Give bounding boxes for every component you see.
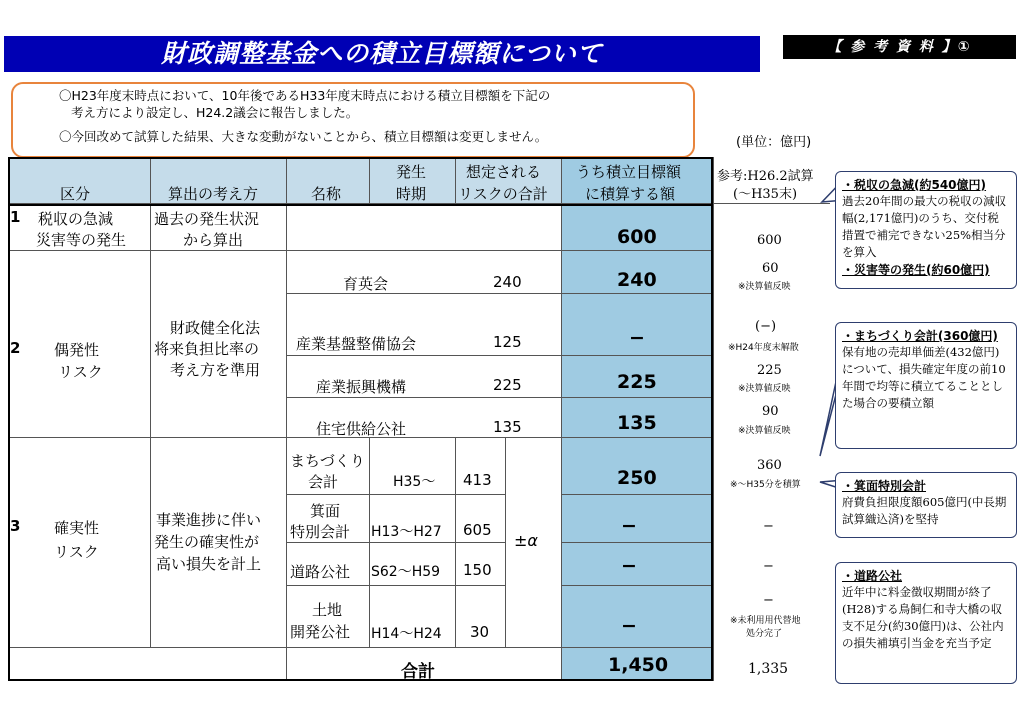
row3-approach-3: 高い損失を計上	[156, 555, 262, 573]
row2-item2-name: 産業基盤整備協会	[296, 335, 417, 353]
callout-machizukuri-head: ・まちづくり会計(360億円)	[842, 329, 998, 343]
header-period-1: 発生	[396, 163, 427, 181]
header-target-2: に積算する額	[585, 185, 676, 203]
header-target-1: うち積立目標額	[576, 163, 682, 181]
unit-label: (単位：億円)	[736, 135, 812, 150]
row3-item1-risk: 413	[463, 471, 492, 489]
callout-machizukuri	[835, 322, 1017, 449]
row2-item4-ref-note: ※決算値反映	[738, 426, 791, 436]
row3-item3-name-1: 道路公社	[290, 563, 351, 581]
row3-alpha: ±α	[514, 531, 538, 550]
row3-item1-target: 250	[617, 467, 657, 489]
note-line-2: 考え方により設定し、H24.2議会に報告しました。	[71, 105, 359, 120]
callout-minoh-body: 府費負担限度額605億円(中長期試算織込済)を堅持	[842, 495, 1007, 526]
row3-approach-2: 発生の確実性が	[154, 533, 260, 551]
row2-item4-risk: 135	[493, 418, 522, 436]
header-period-2: 時期	[396, 185, 427, 203]
row3-item1-ref: 360	[757, 458, 782, 473]
callout-minoh-head: ・箕面特別会計	[842, 479, 927, 493]
row2-approach-2: 将来負担比率の	[154, 340, 260, 358]
row2-category-2: リスク	[58, 363, 103, 381]
row2-item3-risk: 225	[493, 376, 522, 394]
callout-road-head: ・道路公社	[842, 569, 903, 583]
row2-item1-target: 240	[617, 269, 657, 291]
row1-category-1: 税収の急減	[38, 210, 114, 228]
note-box	[11, 82, 695, 158]
row3-item4-name-2: 開発公社	[290, 623, 351, 641]
header-category: 区分	[60, 185, 91, 203]
row3-item4-target: −	[621, 615, 637, 637]
row3-item1-period: H35〜	[393, 474, 436, 490]
note-line-3: 〇今回改めて試算した結果、大きな変動がないことから、積立目標額は変更しません。	[59, 129, 548, 144]
callout-tax-body: 過去20年間の最大の税収の減収幅(2,171億円)のうち、交付税措置で補完できない25%相当分を算入	[842, 194, 1007, 259]
row1-number: 1	[10, 208, 21, 226]
row3-item3-risk: 150	[463, 561, 492, 579]
header-ref-1: 参考:H26.2試算	[717, 169, 814, 184]
row3-item4-risk: 30	[470, 623, 490, 641]
row3-item1-ref-note: ※〜H35分を積算	[730, 480, 801, 490]
callout-road-body: 近年中に料金徴収期間が終了(H28)する鳥飼仁和寺大橋の収支不足分(約30億円)は、公社内の損失補填引当金を充当予定	[842, 585, 1004, 650]
callout-machizukuri-body: 保有地の売却単価差(432億円)について、損失確定年度の前10年間で均等に積立てることとした場合の要積立額	[842, 345, 1006, 410]
reference-badge: 【 参 考 資 料 】①	[783, 35, 1016, 59]
row3-approach-1: 事業進捗に伴い	[156, 511, 262, 529]
row2-item2-ref-note: ※H24年度末解散	[728, 343, 799, 353]
row2-item3-ref-note: ※決算値反映	[738, 384, 791, 394]
row3-item2-name-1: 箕面	[310, 502, 341, 520]
callout-tax	[835, 171, 1017, 289]
row2-category-1: 偶発性	[54, 341, 100, 359]
row3-item1-name-1: まちづくり	[290, 452, 365, 470]
target-table	[8, 157, 830, 681]
row3-item2-name-2: 特別会計	[290, 523, 351, 541]
callout-disaster-head: ・災害等の発生(約60億円)	[842, 263, 990, 277]
callout-road	[835, 562, 1017, 684]
row3-item4-ref-note-1: ※未利用用代替地	[730, 616, 801, 626]
total-target: 1,450	[608, 654, 669, 676]
row3-item4-ref: −	[763, 593, 774, 608]
row3-item3-period: S62〜H59	[371, 564, 441, 580]
row2-item3-ref: 225	[757, 363, 782, 378]
row2-item1-risk: 240	[493, 273, 522, 291]
callout-tax-head: ・税収の急減(約540億円)	[842, 178, 987, 192]
row2-approach-1: 財政健全化法	[170, 319, 261, 337]
row3-item2-period: H13〜H27	[371, 524, 442, 540]
row3-item2-risk: 605	[463, 521, 492, 539]
row3-item1-name-2: 会計	[308, 473, 339, 491]
row3-item3-target: −	[621, 555, 637, 577]
row3-category-2: リスク	[54, 543, 99, 561]
row1-approach-1: 過去の発生状況	[154, 210, 260, 228]
header-risk-1: 想定される	[466, 163, 542, 181]
row1-ref: 600	[757, 233, 782, 248]
row1-category-2: 災害等の発生	[36, 231, 127, 249]
header-name: 名称	[311, 185, 342, 203]
note-line-1: 〇H23年度末時点において、10年後であるH33年度末時点における積立目標額を下記の	[59, 88, 551, 103]
row3-item4-period: H14〜H24	[371, 626, 442, 642]
header-risk-2: リスクの合計	[458, 185, 548, 203]
row2-item4-target: 135	[617, 412, 657, 434]
header-ref-2: (〜H35末)	[733, 187, 798, 202]
row3-item4-ref-note-2: 処分完了	[746, 629, 783, 639]
header-approach: 算出の考え方	[168, 185, 259, 203]
row2-number: 2	[10, 339, 21, 357]
callout-minoh	[835, 472, 1017, 538]
total-label: 合計	[401, 662, 435, 682]
row2-item4-ref: 90	[762, 404, 779, 419]
title-bar	[4, 36, 760, 72]
total-ref: 1,335	[748, 661, 789, 677]
row3-item2-ref: −	[763, 519, 774, 534]
row2-item3-target: 225	[617, 371, 657, 393]
row2-item4-name: 住宅供給公社	[316, 420, 407, 438]
row3-item2-target: −	[621, 515, 637, 537]
row2-item2-target: −	[629, 327, 645, 349]
row3-number: 3	[10, 517, 21, 535]
row3-item3-ref: −	[763, 559, 774, 574]
page-title: 財政調整基金への積立目標額について	[161, 39, 603, 68]
row1-approach-2: から算出	[183, 231, 244, 249]
row2-item1-ref-note: ※決算値反映	[738, 282, 791, 292]
row2-item2-ref: (−)	[755, 319, 777, 334]
row1-target: 600	[617, 226, 657, 248]
row2-item1-ref: 60	[762, 261, 779, 276]
row2-item1-name: 育英会	[343, 275, 389, 293]
row2-item3-name: 産業振興機構	[316, 378, 407, 396]
row2-approach-3: 考え方を準用	[170, 361, 261, 379]
row2-item2-risk: 125	[493, 333, 522, 351]
row3-item4-name-1: 土地	[312, 601, 343, 619]
row3-category-1: 確実性	[54, 519, 100, 537]
